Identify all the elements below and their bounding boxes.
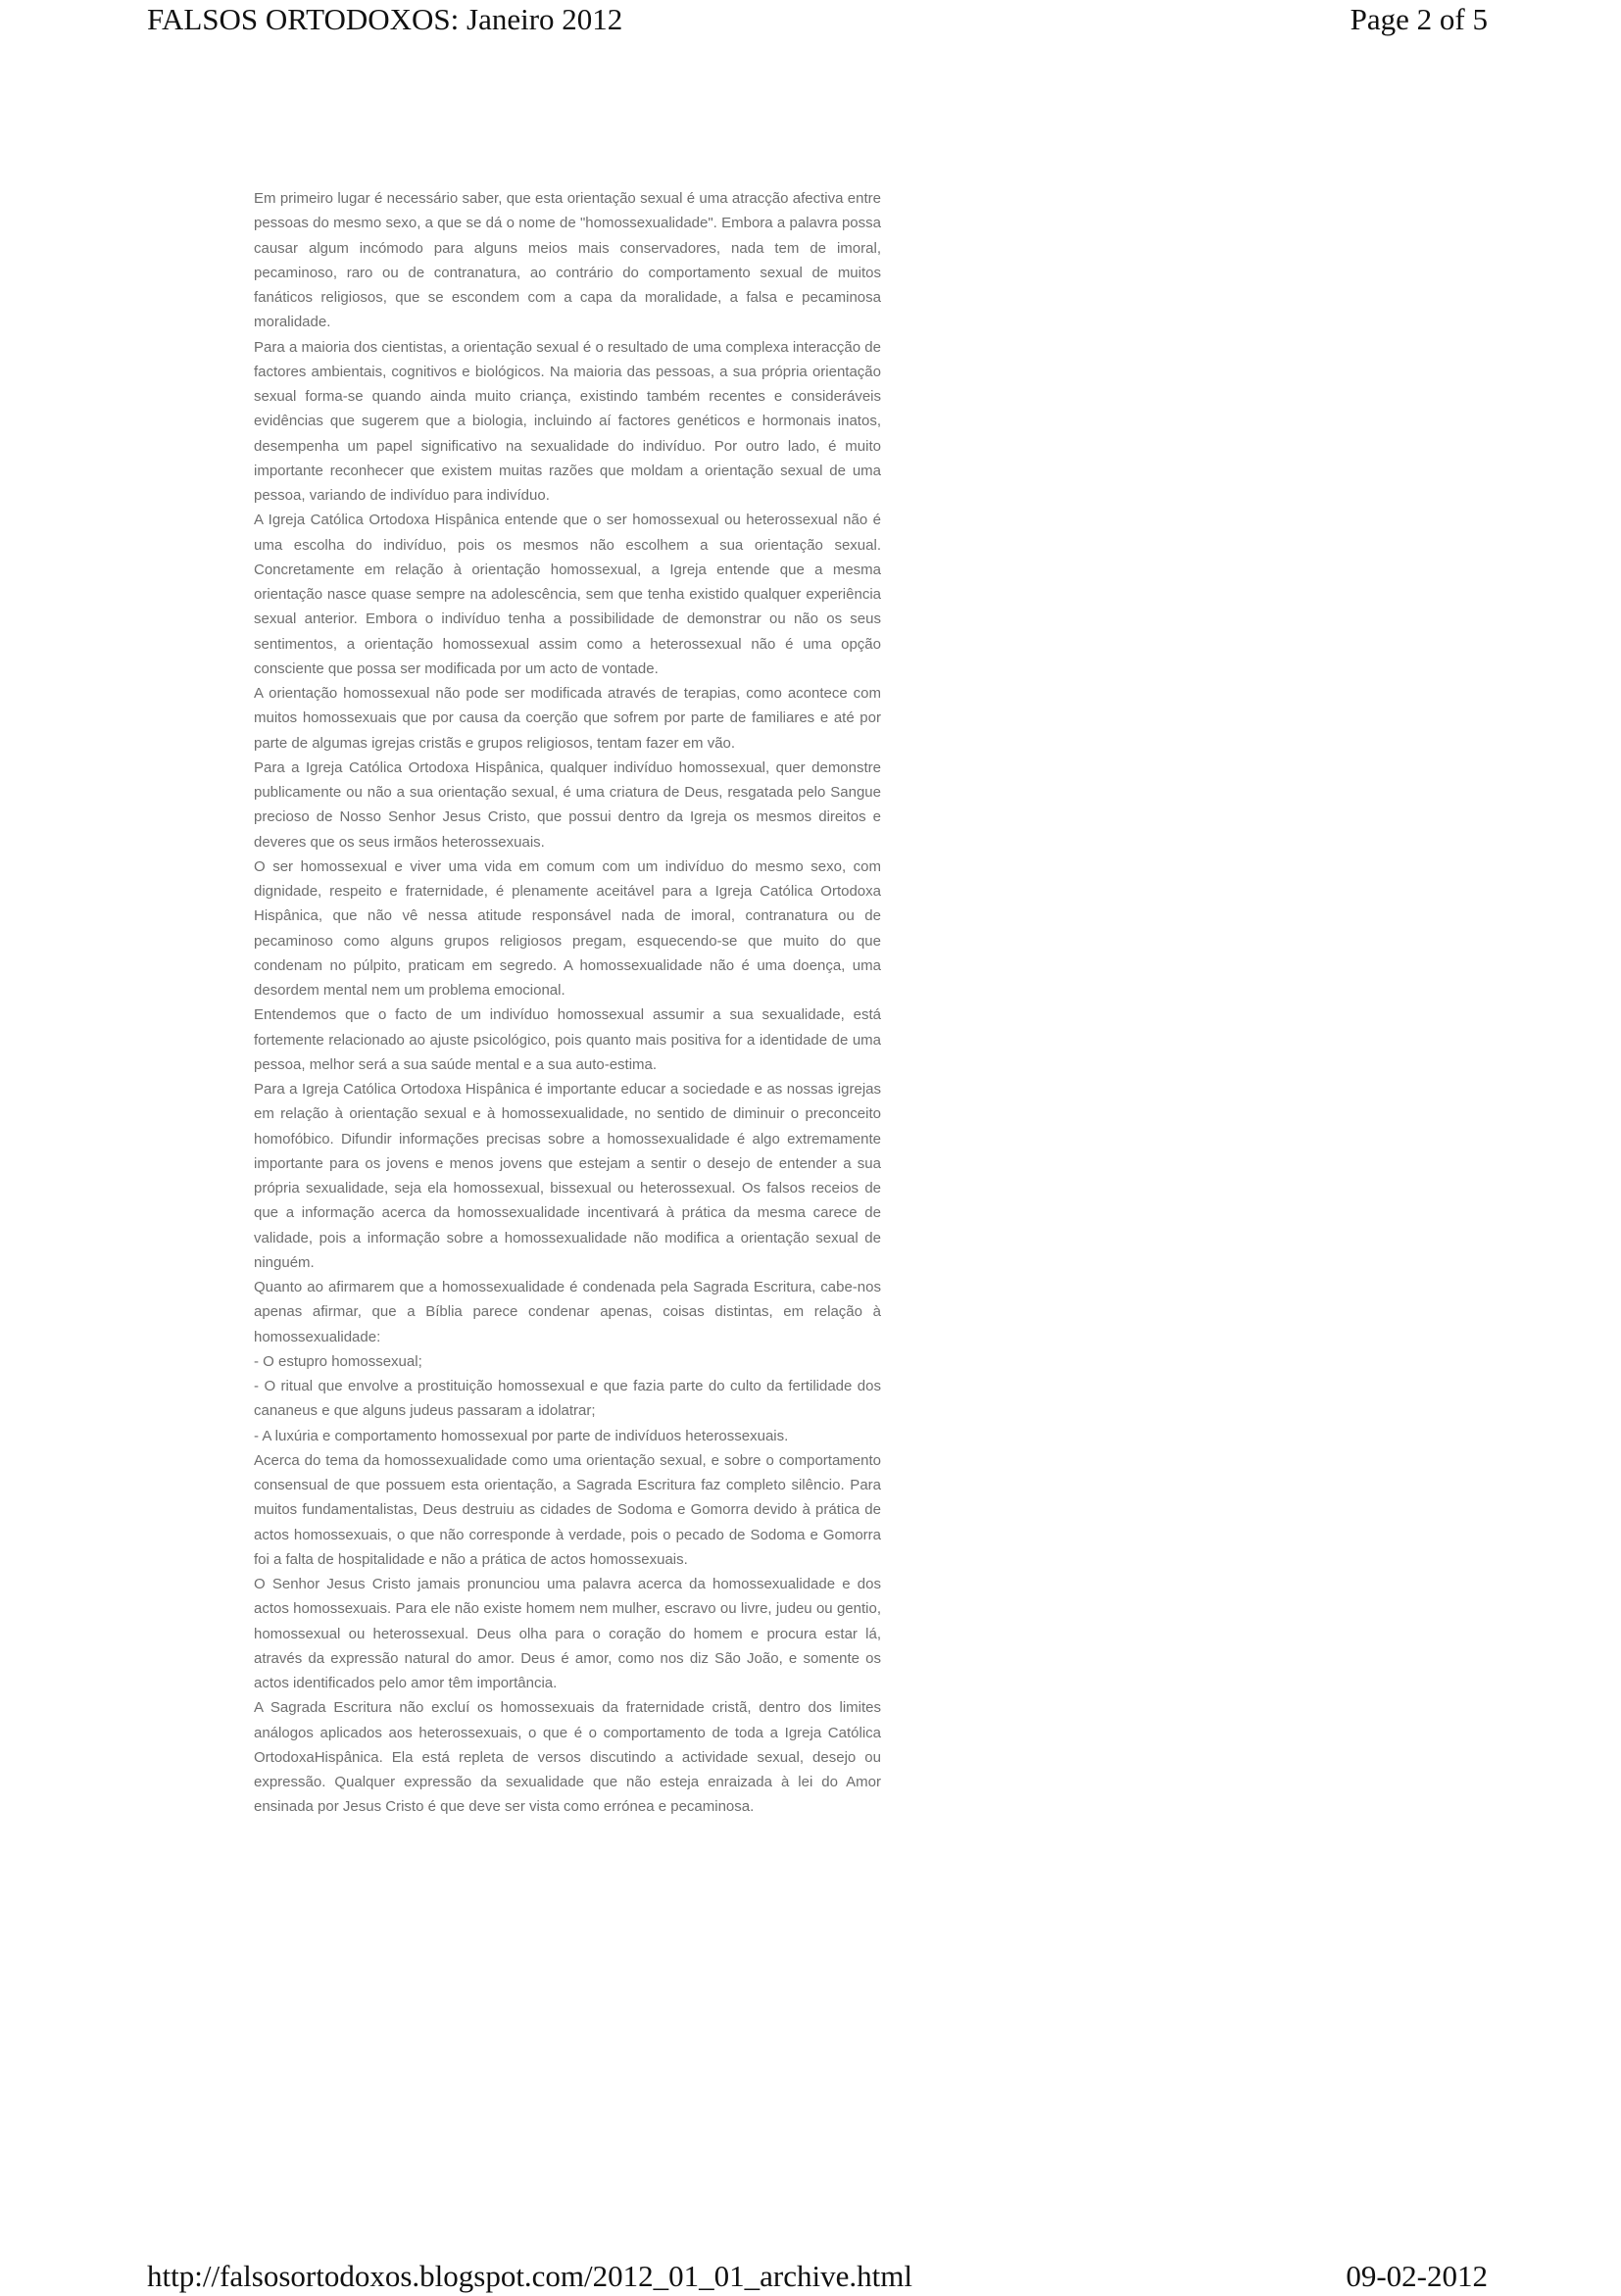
paragraph: A orientação homossexual não pode ser modificada através de terapias, como acontece com muitos homossexuais que por causa da coerção que sofrem por parte de familiares e até por parte de algumas igrejas cristãs e grupos religiosos, tentam fazer em vão. [254,685,881,752]
paragraph: Para a Igreja Católica Ortodoxa Hispânica é importante educar a sociedade e as nossas igrejas em relação à orientação sexual e à homossexualidade, no sentido de diminuir o preconceito homofóbico. Difundir informações precisas sobre a homossexualidade é algo extremamente importante para os jovens e menos jovens que estejam a sentir o desejo de entender a sua própria sexualidade, seja ela homossexual, bissexual ou heterossexual. Os falsos receios de que a informação acerca da homossexualidade incentivará à prática da mesma carece de validade, pois a informação sobre a homossexualidade não modifica a orientação sexual de ninguém. [254,1081,881,1271]
list-item: - A luxúria e comportamento homossexual por parte de indivíduos heterossexuais. [254,1427,789,1444]
paragraph: Entendemos que o facto de um indivíduo homossexual assumir a sua sexualidade, está fortemente relacionado ao ajuste psicológico, pois quanto mais positiva for a identidade de uma pessoa, melhor será a sua saúde mental e a sua auto-estima. [254,1006,881,1073]
paragraph: Acerca do tema da homossexualidade como uma orientação sexual, e sobre o comportamento consensual de que possuem esta orientação, a Sagrada Escritura faz completo silêncio. Para muitos fundamentalistas, Deus destruiu as cidades de Sodoma e Gomorra devido à prática de actos homossexuais, o que não corresponde à verdade, pois o pecado de Sodoma e Gomorra foi a falta de hospitalidade e não a prática de actos homossexuais. [254,1451,881,1568]
page-footer [0,2261,1621,2296]
blog-title: FALSOS ORTODOXOS: Janeiro 2012 [147,2,623,36]
page-number: Page 2 of 5 [1350,2,1488,36]
paragraph: Para a maioria dos cientistas, a orientação sexual é o resultado de uma complexa interacção de factores ambientais, cognitivos e biológicos. Na maioria das pessoas, a sua própria orientação sexual forma-se quando ainda muito criança, existindo também recentes e consideráveis evidências que sugerem que a biologia, incluindo aí factores genéticos e hormonais inatos, desempenha um papel significativo na sexualidade do indivíduo. Por outro lado, é muito importante reconhecer que existem muitas razões que moldam a orientação sexual de uma pessoa, variando de indivíduo para indivíduo. [254,338,881,504]
list-item: - O estupro homossexual; [254,1352,422,1370]
paragraph: O ser homossexual e viver uma vida em comum com um indivíduo do mesmo sexo, com dignidade, respeito e fraternidade, é plenamente aceitável para a Igreja Católica Ortodoxa Hispânica, que não vê nessa atitude responsável nada de imoral, contranatura ou de pecaminoso como alguns grupos religiosos pregam, esquecendo-se que muito do que condenam no púlpito, praticam em segredo. A homossexualidade não é uma doença, uma desordem mental nem um problema emocional. [254,857,881,999]
list-item: - O ritual que envolve a prostituição homossexual e que fazia parte do culto da fertilidade dos cananeus e que alguns judeus passaram a idolatrar; [254,1378,881,1420]
source-url: http://falsosortodoxos.blogspot.com/2012_01_01_archive.html [147,2259,912,2293]
print-date: 09-02-2012 [1346,2259,1488,2293]
paragraph: A Sagrada Escritura não excluí os homossexuais da fraternidade cristã, dentro dos limites análogos aplicados aos heterossexuais, o que é o comportamento de toda a Igreja Católica OrtodoxaHispânica. Ela está repleta de versos discutindo a actividade sexual, desejo ou expressão. Qualquer expressão da sexualidade que não esteja enraizada à lei do Amor ensinada por Jesus Cristo é que deve ser vista como errónea e pecaminosa. [254,1699,881,1816]
paragraph: O Senhor Jesus Cristo jamais pronunciou uma palavra acerca da homossexualidade e dos actos homossexuais. Para ele não existe homem nem mulher, escravo ou livre, judeu ou gentio, homossexual ou heterossexual. Deus olha para o coração do homem e procura estar lá, através da expressão natural do amor. Deus é amor, como nos diz São João, e somente os actos identificados pelo amor têm importância. [254,1576,881,1691]
paragraph: A Igreja Católica Ortodoxa Hispânica entende que o ser homossexual ou heterossexual não é uma escolha do indivíduo, pois os mesmos não escolhem a sua orientação sexual. Concretamente em relação à orientação homossexual, a Igreja entende que a mesma orientação nasce quase sempre na adolescência, sem que tenha existido qualquer experiência sexual anterior. Embora o indivíduo tenha a possibilidade de demonstrar ou não os seus sentimentos, a orientação homossexual assim como a heterossexual não é uma opção consciente que possa ser modificada por um acto de vontade. [254,512,881,677]
article-body [254,186,881,1820]
paragraph: Em primeiro lugar é necessário saber, que esta orientação sexual é uma atracção afectiva entre pessoas do mesmo sexo, a que se dá o nome de "homossexualidade". Embora a palavra possa causar algum incómodo para alguns meios mais conservadores, nada tem de imoral, pecaminoso, raro ou de contranatura, ao contrário do comportamento sexual de muitos fanáticos religiosos, que se escondem com a capa da moralidade, a falsa e pecaminosa moralidade. [254,190,881,331]
paragraph: Para a Igreja Católica Ortodoxa Hispânica, qualquer indivíduo homossexual, quer demonstre publicamente ou não a sua orientação sexual, é uma criatura de Deus, resgatada pelo Sangue precioso de Nosso Senhor Jesus Cristo, que possui dentro da Igreja os mesmos direitos e deveres que os seus irmãos heterossexuais. [254,758,881,851]
paragraph: Quanto ao afirmarem que a homossexualidade é condenada pela Sagrada Escritura, cabe-nos apenas afirmar, que a Bíblia parece condenar apenas, coisas distintas, em relação à homossexualidade: [254,1279,881,1345]
page-header [0,4,1621,39]
